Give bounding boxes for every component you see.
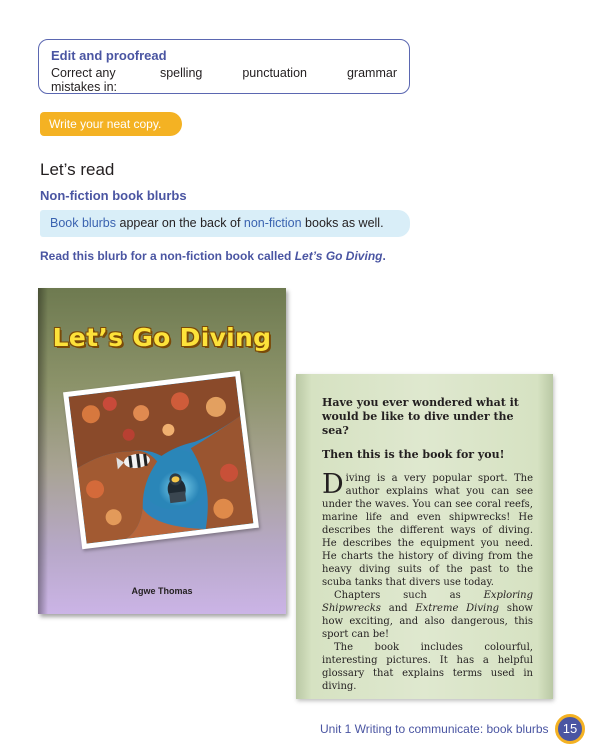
info-bar xyxy=(40,210,410,237)
cover-author: Agwe Thomas xyxy=(131,586,193,596)
section-heading: Let’s read xyxy=(40,160,115,179)
neat-copy-tag: Write your neat copy. xyxy=(40,112,182,136)
blurb-p1-text: iving is a very popular sport. The author explains what you can see under the waves. You can see coral reefs, marine life and even shipwrecks! He describes the different ways of diving. He describes the equipment you need. He charts the history of diving from the heavy diving suits of the past to the scuba tanks that divers use today. xyxy=(322,473,533,588)
cover-title: Let’s Go Diving xyxy=(52,323,272,352)
instruction-book-title: Let’s Go Diving xyxy=(294,249,383,263)
info-bar-text: appear on the back of xyxy=(116,216,244,230)
page-number: 15 xyxy=(555,714,585,744)
underwater-photo xyxy=(69,376,254,543)
blurb-chapter-1: Exploring Shipwrecks xyxy=(322,590,533,614)
blurb-paragraph-2 xyxy=(322,589,533,641)
blurb-paragraph-1 xyxy=(322,469,533,589)
checklist-item-spelling: spelling xyxy=(159,66,203,80)
book-front-cover xyxy=(38,288,286,614)
blurb-p2-c: show how exciting, and also dangerous, this sport can be! xyxy=(322,603,533,640)
blurb-chapter-2: Extreme Diving xyxy=(415,603,500,614)
cover-photo-frame xyxy=(63,371,259,550)
blurb-p2-a: Chapters such as xyxy=(334,590,484,601)
instruction-end: . xyxy=(382,249,386,263)
drop-cap: D xyxy=(322,469,344,500)
footer-unit-title: Unit 1 Writing to communicate: book blurbs xyxy=(320,722,549,736)
checklist-item-grammar: grammar xyxy=(346,66,397,80)
keyword-non-fiction: non-fiction xyxy=(243,216,302,230)
blurb-question: Have you ever wondered what it would be like to dive under the sea? xyxy=(322,396,519,437)
edit-proofread-box xyxy=(38,39,410,94)
edit-box-lead: Correct any mistakes in: xyxy=(51,66,117,94)
blurb-paragraph-3: The book includes colourful, interesting pictures. It has a helpful glossary that explains terms used in diving. xyxy=(322,642,533,692)
instruction-text: Read this blurb for a non-fiction book called xyxy=(40,249,295,263)
edit-box-title: Edit and proofread xyxy=(51,48,167,63)
reading-instruction xyxy=(40,249,386,263)
info-bar-end: books as well. xyxy=(301,216,384,230)
blurb-hook: Then this is the book for you! xyxy=(322,448,505,461)
edit-box-checklist xyxy=(51,66,397,94)
checklist-item-punctuation: punctuation xyxy=(242,66,307,80)
section-subheading: Non-fiction book blurbs xyxy=(40,188,187,203)
book-back-cover-blurb xyxy=(296,374,553,699)
coral-reef-illustration xyxy=(69,376,254,543)
blurb-p2-b: and xyxy=(380,603,416,614)
keyword-book-blurbs: Book blurbs xyxy=(50,216,117,230)
